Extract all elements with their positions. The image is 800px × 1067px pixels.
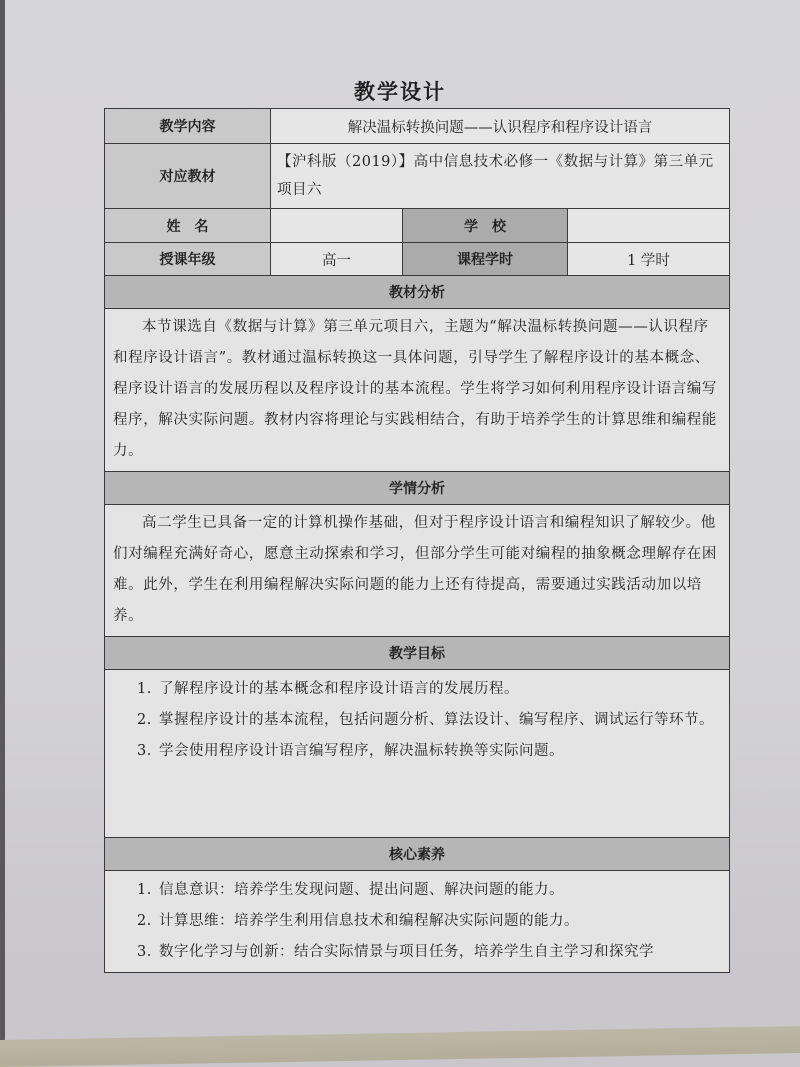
document-title: 教学设计 <box>354 80 446 104</box>
list-item-text: 计算思维：培养学生利用信息技术和编程解决实际问题的能力。 <box>159 913 579 929</box>
teaching-content-value: 解决温标转换问题——认识程序和程序设计语言 <box>271 109 729 143</box>
list-item <box>137 705 721 736</box>
lesson-plan-table <box>104 108 730 973</box>
student-analysis-heading: 学情分析 <box>105 472 729 505</box>
desk-surface <box>0 1026 800 1067</box>
textbook-analysis-heading: 教材分析 <box>105 276 729 309</box>
list-item-number: 2. <box>137 712 152 728</box>
list-item-number: 3. <box>137 743 152 759</box>
screen-bezel-edge <box>0 0 5 1040</box>
list-item-number: 1. <box>137 882 152 898</box>
core-literacy-heading: 核心素养 <box>105 838 729 871</box>
row-name-school <box>105 209 729 243</box>
list-item <box>137 937 721 968</box>
grade-value: 高一 <box>271 243 403 275</box>
list-item-number: 2. <box>137 913 152 929</box>
name-value <box>271 209 403 242</box>
hours-label: 课程学时 <box>403 243 568 275</box>
student-analysis-body: 高二学生已具备一定的计算机操作基础，但对于程序设计语言和编程知识了解较少。他们对编程充满好奇心，愿意主动探索和学习，但部分学生可能对编程的抽象概念理解存在困难。此外，学生在利用编程解决实际问题的能力上还有待提高，需要通过实践活动加以培养。 <box>105 505 729 637</box>
name-label: 姓 名 <box>105 209 271 242</box>
teaching-goals-heading: 教学目标 <box>105 637 729 670</box>
list-item-text: 了解程序设计的基本概念和程序设计语言的发展历程。 <box>159 681 519 697</box>
grade-label: 授课年级 <box>105 243 271 275</box>
list-item-text: 数字化学习与创新：结合实际情景与项目任务，培养学生自主学习和探究学 <box>159 944 654 960</box>
school-value <box>568 209 729 242</box>
teaching-goals-list <box>105 670 729 838</box>
core-literacy-list <box>105 871 729 972</box>
list-item <box>137 875 721 906</box>
list-item-number: 1. <box>137 681 152 697</box>
row-teaching-content <box>105 109 729 144</box>
textbook-label: 对应教材 <box>105 144 271 208</box>
list-item-text: 学会使用程序设计语言编写程序，解决温标转换等实际问题。 <box>159 743 564 759</box>
row-textbook <box>105 144 729 209</box>
teaching-content-label: 教学内容 <box>105 109 271 143</box>
hours-value: 1 学时 <box>568 243 729 275</box>
list-item-number: 3. <box>137 944 152 960</box>
textbook-analysis-body: 本节课选自《数据与计算》第三单元项目六，主题为“解决温标转换问题——认识程序和程序设计语言”。教材通过温标转换这一具体问题，引导学生了解程序设计的基本概念、程序设计语言的发展历程以及程序设计的基本流程。学生将学习如何利用程序设计语言编写程序，解决实际问题。教材内容将理论与实践相结合，有助于培养学生的计算思维和编程能力。 <box>105 309 729 472</box>
row-grade-hours <box>105 243 729 276</box>
list-item-text: 掌握程序设计的基本流程，包括问题分析、算法设计、编写程序、调试运行等环节。 <box>159 712 714 728</box>
list-item <box>137 736 721 767</box>
list-item <box>137 906 721 937</box>
school-label: 学 校 <box>403 209 568 242</box>
textbook-value: 【沪科版（2019）】高中信息技术必修一《数据与计算》第三单元项目六 <box>271 144 729 208</box>
list-item-text: 信息意识：培养学生发现问题、提出问题、解决问题的能力。 <box>159 882 564 898</box>
list-item <box>137 674 721 705</box>
